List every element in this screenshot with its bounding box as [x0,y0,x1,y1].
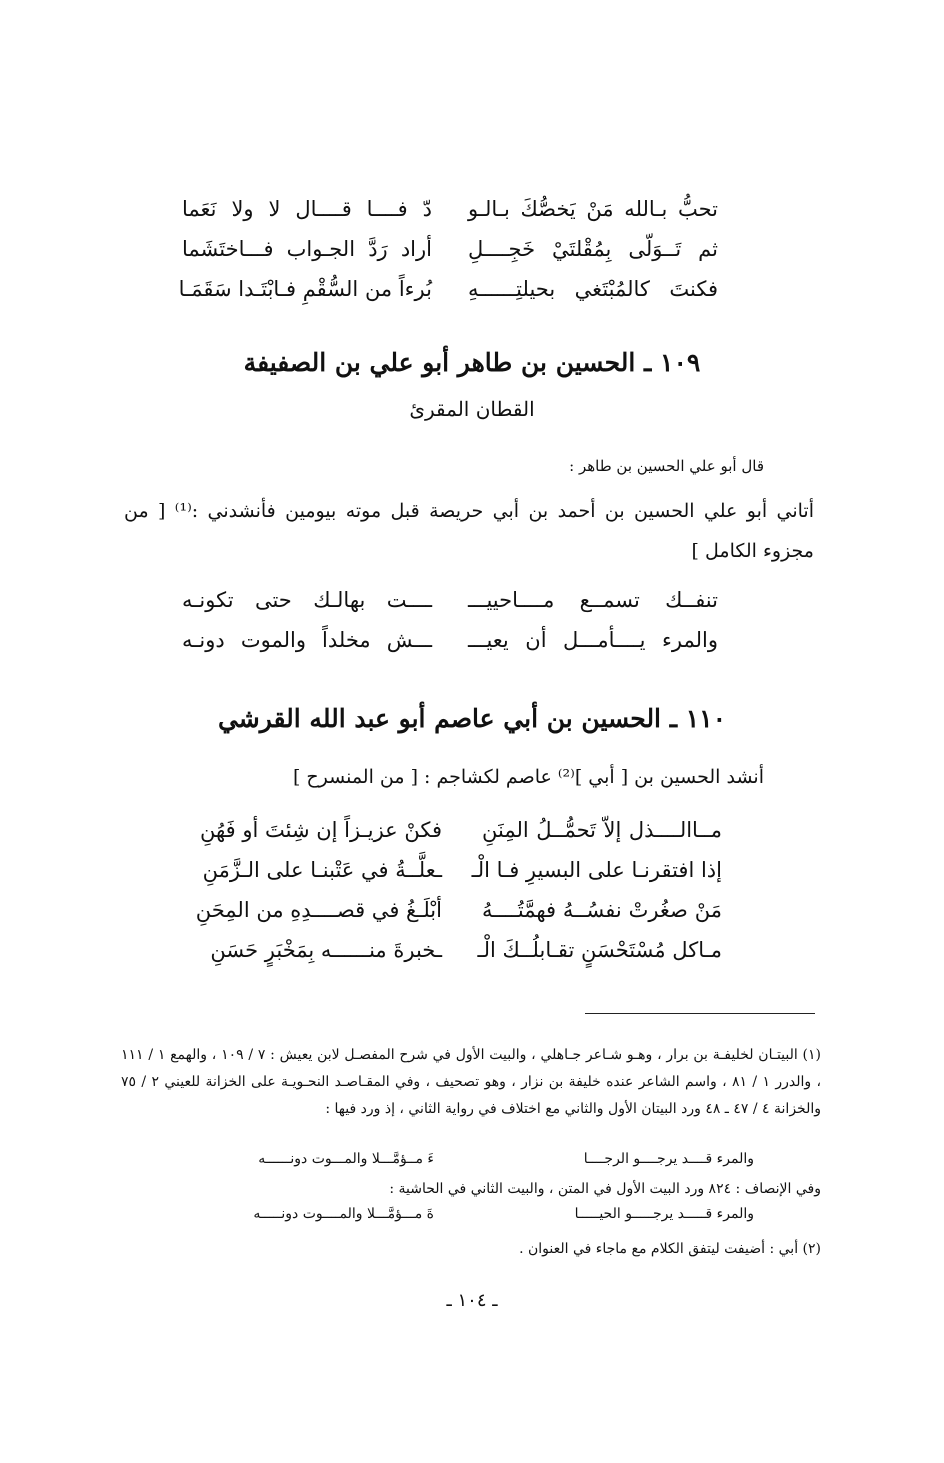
section-109-intro: قال أبو علي الحسين بن طاهر : [569,457,764,475]
verse-second-hemistich: ـعلَّــةُ في عَتْبنـا على الـزَّمَنِ [202,858,442,882]
footnote-2: (٢) أبي : أضيفت ليتفق الكلام مع ماجاء في العنوان . [519,1241,821,1257]
section-109-paragraph: أتاني أبو علي الحسين بن أحمد بن أبي حريصة قبل موته بيومين فأنشدني :⁽¹⁾ [ من مجزوء الكامل ] [124,500,814,562]
footnote-divider [585,1013,815,1014]
verse-second-hemistich: دّ فــــا قــــال لا ولا نَعَما [182,197,432,221]
footnote-verse-first-hemistich: والمرء قـــــد يرجـــــو الحيـــــا [574,1206,754,1222]
page-number: ـ ١٠٤ ـ [446,1290,498,1311]
verse-line [182,588,718,628]
verse-line [199,818,722,858]
section-110-poem [195,818,722,978]
section-110-title: ١١٠ ـ الحسين بن أبي عاصم أبو عبد الله القرشي [217,704,727,733]
verse-first-hemistich: مـاكل مُسْتَحْسَنٍ تقـابلُــكَ الْـ [477,938,722,962]
verse-line [182,628,718,668]
footnote-1-continued: وفي الإنصاف : ٨٢٤ ورد البيت الأول في المتن ، والبيت الثاني في الحاشية : [389,1181,821,1197]
verse-first-hemistich: والمرء يــــأمـــل أن يعيـــ [468,628,718,652]
verse-line [210,938,722,978]
verse-first-hemistich: تحبُّ بـالله مَنْ يَخصُّكَ بـالـو [468,197,718,221]
verse-line [202,858,722,898]
verse-line [182,237,718,277]
verse-first-hemistich: إذا افتقرنـا على البسيرِ فـا الْـ [471,858,722,882]
verse-first-hemistich: فكنتَ كالمُبْتَغي بحيلتِــــــهِ [468,277,718,301]
footnote-1: (١) البيتـان لخليفـة بن برار ، وهـو شـاعر جـاهلي ، والبيت الأول في شرح المفصـل لابن يعيش : ٧ / ١٠٩ ، والهمع ١ / ١١١ ، والدرر ١ / ٨١ ، واسم الشاعر عنده خليفة بن نزار ، وهو تصحيف ، وفي المقـاصـد النحـويـة على الخزانة للعيني ٢ / ٧٥ والخزانة ٤ / ٤٧ ـ ٤٨ ورد البيتان الأول والثاني مع اختلاف في رواية الثاني ، إذ ورد فيها : [121,1047,822,1117]
section-109-subtitle: القطان المقرئ [409,397,535,421]
verse-first-hemistich: مَنْ صغُرتْ نفسُــهُ فهمَّتُــــهُ [482,898,722,922]
verse-first-hemistich: مــاالــــذل إلاّ تَحمُّــلُ المِنَنِ [482,818,722,842]
verse-line [195,898,722,938]
verse-second-hemistich: أبْلَـغُ في قصــــدِهِ من المِحَنِ [195,898,442,922]
verse-second-hemistich: فكنْ عزيـزاً إن شِئتَ أو فَهُنِ [199,818,442,842]
verse-second-hemistich: بُرءاً من السُّقْمِ فـابْتَـدا سَقَمَـا [178,277,432,301]
section-110-intro: أنشد الحسين بن [ أبي ]⁽²⁾ عاصم لكشاجم : [ من المنسرح ] [292,766,764,788]
verse-second-hemistich: ــــت بهالـك حتى تكونـه [182,588,432,612]
footnote-verse-second-hemistich: ءَ مــؤمَّـــلا والمـــوت دونــــــه [258,1151,434,1167]
verse-line [178,277,718,317]
footnote-verse-first-hemistich: والمرء قــــد يرجــــو الرجــــا [583,1151,754,1167]
verse-first-hemistich: ثم تَــوَلّى بِمُقْلتَيْ خَجِــــلِ [468,237,718,261]
verse-second-hemistich: أراد رَدَّ الجـواب فـــاختَشَما [182,237,432,261]
verse-second-hemistich: ـخبرةَ منــــــه بِمَخْبَرٍ حَسَنِ [210,938,442,962]
section-109-title: ١٠٩ ـ الحسين بن طاهر أبو علي بن الصفيفة [243,348,701,377]
verse-line [182,197,718,237]
verse-second-hemistich: ـــش مخلداً والموت دونـه [182,628,432,652]
verse-first-hemistich: تنفــك تسمــع مــــاحييـــ [468,588,718,612]
footnote-verse-second-hemistich: ةَ مـــؤمَّـــلا والمــــوت دونـــــه [253,1206,434,1222]
opening-poem [178,197,718,317]
section-109-poem [182,588,718,668]
